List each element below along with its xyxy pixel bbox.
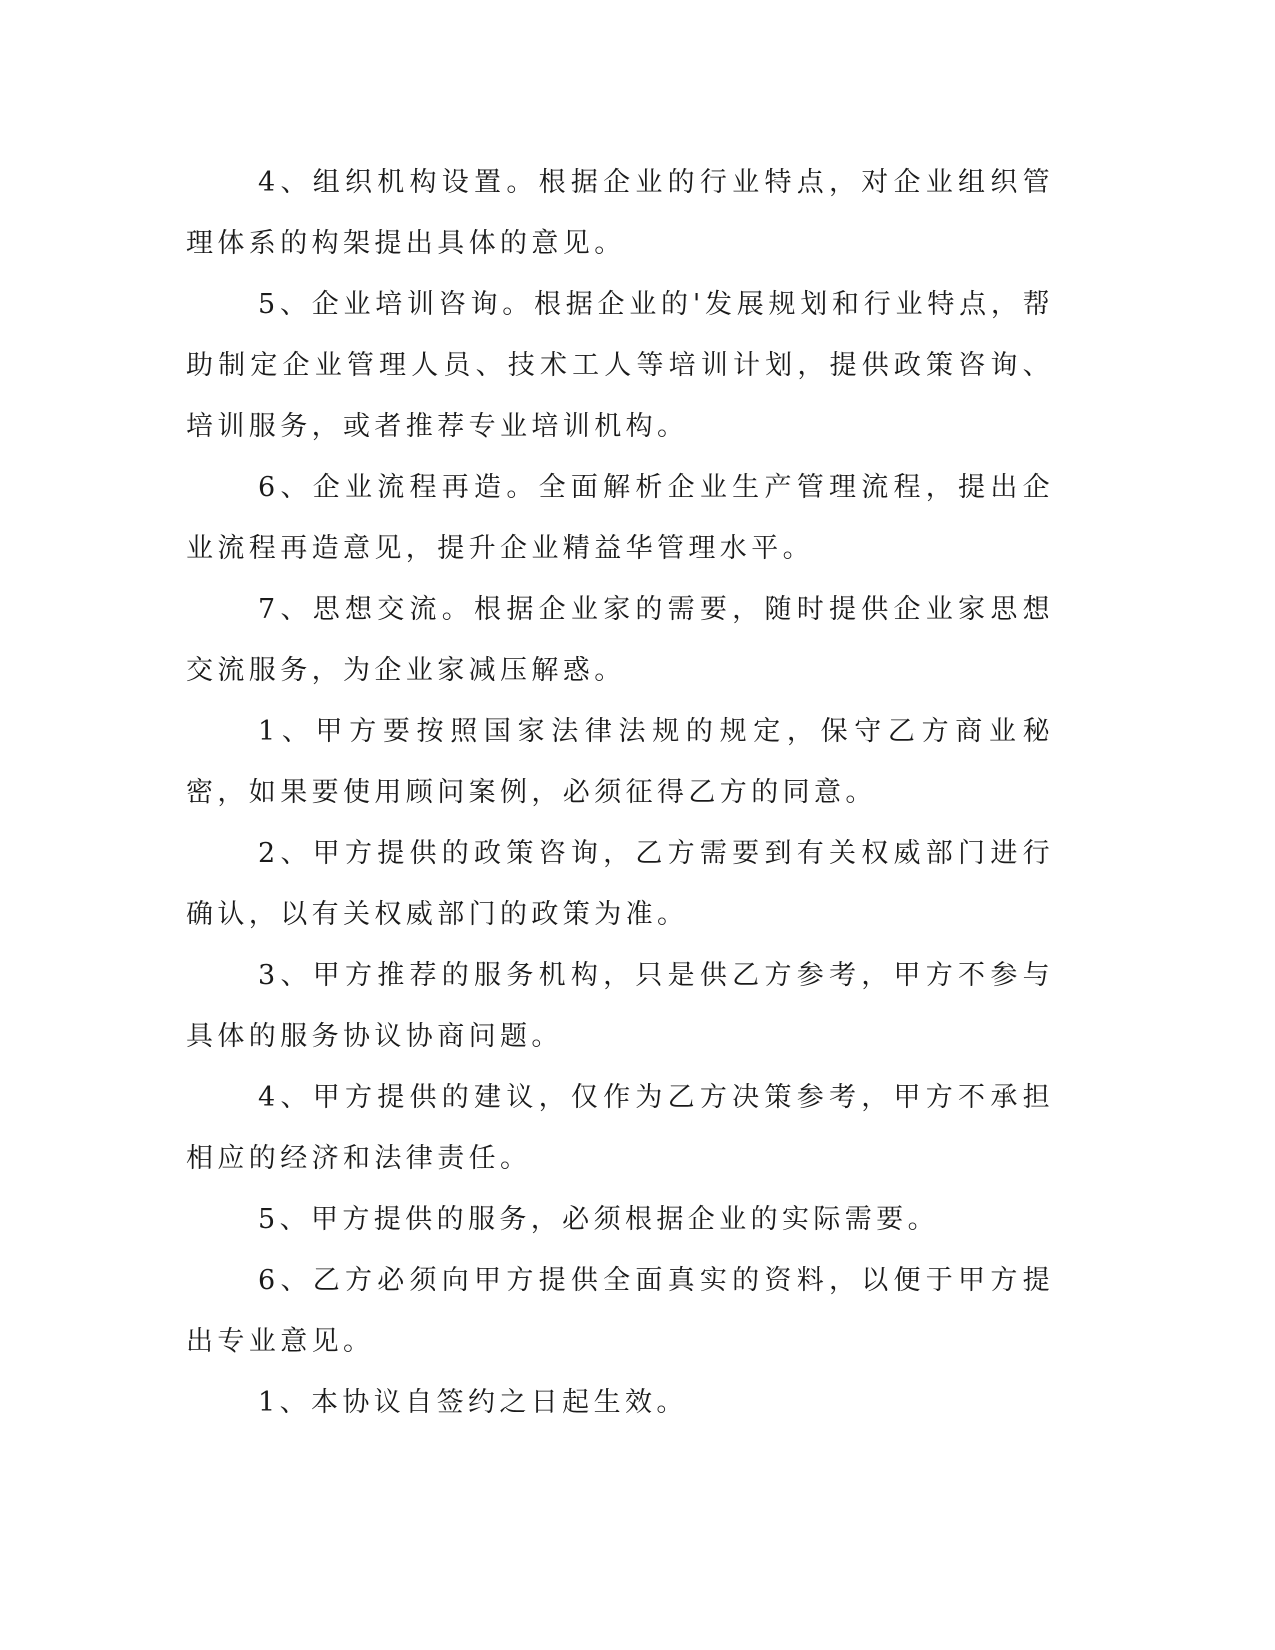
paragraph-advice-liability: 4、甲方提供的建议，仅作为乙方决策参考，甲方不承担相应的经济和法律责任。: [186, 1082, 1054, 1174]
paragraph-process-reengineering: 6、企业流程再造。全面解析企业生产管理流程，提出企业流程再造意见，提升企业精益华管理水平。: [186, 472, 1054, 564]
paragraph-recommended-agencies: 3、甲方推荐的服务机构，只是供乙方参考，甲方不参与具体的服务协议协商问题。: [186, 960, 1054, 1052]
paragraph-training-consulting: 5、企业培训咨询。根据企业的'发展规划和行业特点，帮助制定企业管理人员、技术工人等培训计划，提供政策咨询、培训服务，或者推荐专业培训机构。: [186, 289, 1054, 442]
paragraph-confidentiality: 1、甲方要按照国家法律法规的规定，保守乙方商业秘密，如果要使用顾问案例，必须征得乙方的同意。: [186, 716, 1054, 808]
paragraph-service-needs: 5、甲方提供的服务，必须根据企业的实际需要。: [258, 1204, 939, 1235]
document-body: [186, 152, 1054, 1433]
paragraph-effective-date: 1、本协议自签约之日起生效。: [258, 1387, 688, 1418]
paragraph-idea-exchange: 7、思想交流。根据企业家的需要，随时提供企业家思想交流服务，为企业家减压解惑。: [186, 594, 1054, 686]
paragraph-org-structure: 4、组织机构设置。根据企业的行业特点，对企业组织管理体系的构架提出具体的意见。: [186, 167, 1054, 259]
paragraph-policy-confirmation: 2、甲方提供的政策咨询，乙方需要到有关权威部门进行确认，以有关权威部门的政策为准。: [186, 838, 1054, 930]
paragraph-provide-materials: 6、乙方必须向甲方提供全面真实的资料，以便于甲方提出专业意见。: [186, 1265, 1054, 1357]
